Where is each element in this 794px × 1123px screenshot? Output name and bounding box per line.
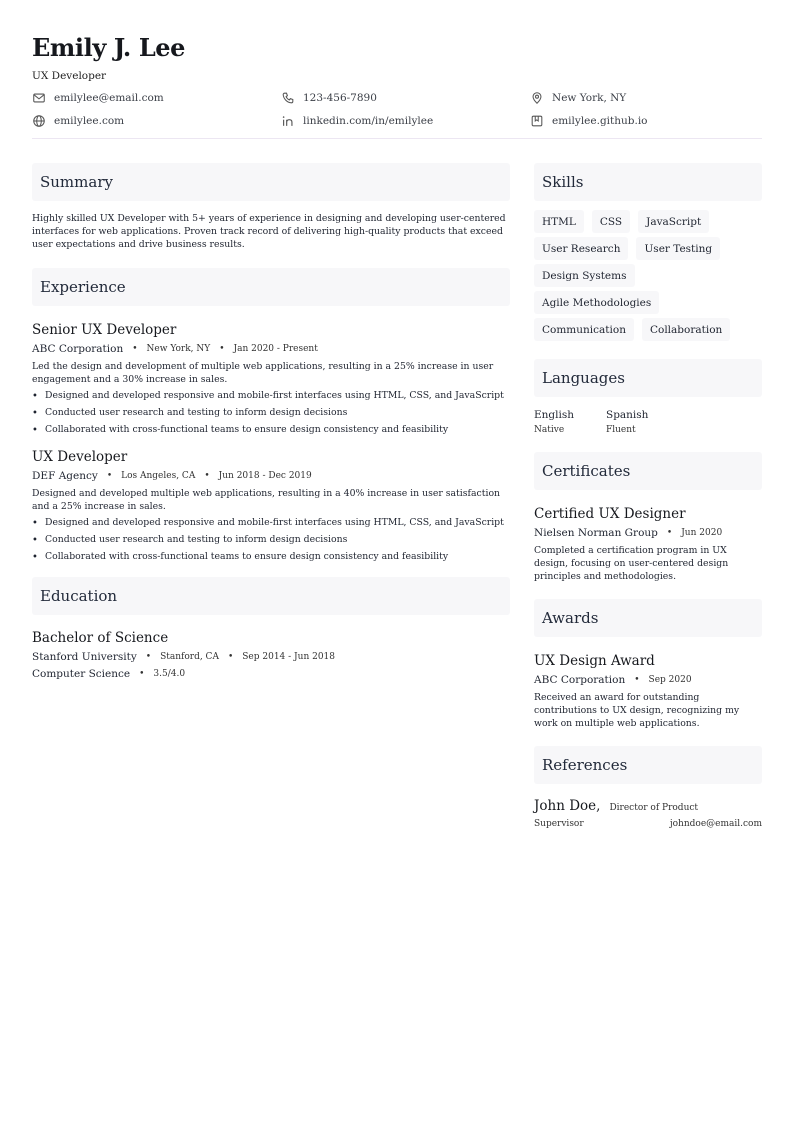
education-heading: Education xyxy=(32,577,510,615)
job-location: New York, NY xyxy=(146,344,211,354)
contact-list xyxy=(32,91,762,128)
job-bullet: • Conducted user research and testing to inform design decisions xyxy=(32,406,510,419)
skill-chip: Design Systems xyxy=(534,264,635,287)
language-name: Spanish xyxy=(606,409,649,421)
contact-website[interactable] xyxy=(32,114,281,128)
contact-email[interactable] xyxy=(32,91,281,105)
skill-chip: HTML xyxy=(534,210,584,233)
reference-name: John Doe, xyxy=(534,798,601,814)
job-bullet: • Designed and developed responsive and mobile-first interfaces using HTML, CSS, and JavaScript xyxy=(32,389,510,402)
experience-heading: Experience xyxy=(32,268,510,306)
job-bullet: • Conducted user research and testing to inform design decisions xyxy=(32,533,510,546)
language-level: Fluent xyxy=(606,425,636,435)
contact-location xyxy=(530,91,762,105)
award-date: Sep 2020 xyxy=(648,675,692,685)
job-title: Senior UX Developer xyxy=(32,322,177,338)
contact-website-text[interactable]: emilylee.com xyxy=(54,115,125,127)
languages-list xyxy=(534,408,762,435)
contact-portfolio[interactable] xyxy=(530,114,762,128)
job-dates: Jun 2018 - Dec 2019 xyxy=(218,471,312,481)
contact-phone[interactable] xyxy=(281,91,530,105)
skill-chip: JavaScript xyxy=(638,210,709,233)
education-meta xyxy=(32,651,510,663)
separator-dot: • xyxy=(666,528,673,538)
separator-dot: • xyxy=(139,669,145,679)
job-location: Los Angeles, CA xyxy=(121,471,196,481)
school-name: Stanford University xyxy=(32,651,137,663)
separator-dot: • xyxy=(634,675,640,685)
award-entry xyxy=(534,653,762,730)
job-bullets xyxy=(32,516,510,563)
separator-dot: • xyxy=(106,471,113,481)
skill-chip: User Testing xyxy=(636,237,720,260)
education-dates: Sep 2014 - Jun 2018 xyxy=(242,652,336,662)
certificate-issuer: Nielsen Norman Group xyxy=(534,527,658,539)
summary-text: Highly skilled UX Developer with 5+ years of experience in designing and developing user-centered interfaces for web applications. Proven track record of delivering high-quality products that exceed user expectations and drive business results. xyxy=(32,213,506,250)
phone-icon xyxy=(281,91,295,105)
job-bullets xyxy=(32,389,510,436)
field-of-study: Computer Science xyxy=(32,668,131,680)
separator-dot: • xyxy=(145,652,152,662)
reference-details xyxy=(534,819,762,829)
job-company: DEF Agency xyxy=(32,470,98,482)
job-entry xyxy=(32,322,510,436)
language-name: English xyxy=(534,409,575,421)
separator-dot: • xyxy=(204,471,210,481)
skill-chip: Communication xyxy=(534,318,634,341)
skills-list xyxy=(534,210,762,345)
contact-phone-text[interactable]: 123-456-7890 xyxy=(303,92,377,104)
job-description: Led the design and development of multiple web applications, resulting in a 25% increase in user engagement and a 30% increase in sales. xyxy=(32,361,494,385)
school-location: Stanford, CA xyxy=(160,652,219,662)
separator-dot: • xyxy=(227,652,234,662)
left-column xyxy=(32,163,510,829)
job-company: ABC Corporation xyxy=(32,343,124,355)
job-bullet: • Designed and developed responsive and mobile-first interfaces using HTML, CSS, and JavaScript xyxy=(32,516,510,529)
separator-dot: • xyxy=(132,344,138,354)
gpa: 3.5/4.0 xyxy=(153,669,186,679)
degree-title: Bachelor of Science xyxy=(32,630,169,646)
contact-linkedin[interactable] xyxy=(281,114,530,128)
candidate-role: UX Developer xyxy=(32,70,107,82)
header-divider xyxy=(32,138,762,139)
award-title: UX Design Award xyxy=(534,653,655,669)
bookmark-icon xyxy=(530,114,544,128)
reference-email[interactable]: johndoe@email.com xyxy=(669,819,762,829)
location-pin-icon xyxy=(530,91,544,105)
job-title: UX Developer xyxy=(32,449,128,465)
job-meta xyxy=(32,343,510,355)
language-level: Native xyxy=(534,425,565,435)
contact-linkedin-text[interactable]: linkedin.com/in/emilylee xyxy=(303,115,434,127)
certificate-date: Jun 2020 xyxy=(681,528,723,538)
job-bullet: • Collaborated with cross-functional teams to ensure design consistency and feasibility xyxy=(32,423,510,436)
certificates-heading: Certificates xyxy=(534,452,762,490)
education-entry xyxy=(32,630,510,680)
linkedin-icon xyxy=(281,114,295,128)
skill-chip: CSS xyxy=(592,210,630,233)
job-meta xyxy=(32,470,510,482)
contact-email-text[interactable]: emilylee@email.com xyxy=(54,92,164,104)
resume-page xyxy=(32,34,762,829)
separator-dot: • xyxy=(219,344,225,354)
certificate-title: Certified UX Designer xyxy=(534,506,686,522)
summary-heading: Summary xyxy=(32,163,510,201)
skill-chip: Agile Methodologies xyxy=(534,291,659,314)
language-item xyxy=(606,408,678,435)
reference-relation: Supervisor xyxy=(534,819,584,829)
job-bullet: • Collaborated with cross-functional teams to ensure design consistency and feasibility xyxy=(32,550,510,563)
award-description: Received an award for outstanding contributions to UX design, recognizing my work on multiple web applications. xyxy=(534,692,740,729)
language-item xyxy=(534,408,606,435)
awards-heading: Awards xyxy=(534,599,762,637)
references-heading: References xyxy=(534,746,762,784)
reference-position: Director of Product xyxy=(609,803,699,813)
skill-chip: Collaboration xyxy=(642,318,730,341)
contact-portfolio-text[interactable]: emilylee.github.io xyxy=(552,115,648,127)
job-entry xyxy=(32,449,510,563)
job-dates: Jan 2020 - Present xyxy=(233,344,318,354)
candidate-name: Emily J. Lee xyxy=(32,33,186,62)
right-column xyxy=(534,163,762,829)
resume-body xyxy=(32,163,762,829)
skills-heading: Skills xyxy=(534,163,762,201)
globe-icon xyxy=(32,114,46,128)
certificate-meta xyxy=(534,527,762,539)
certificate-entry xyxy=(534,506,762,583)
reference-entry xyxy=(534,798,762,814)
mail-icon xyxy=(32,91,46,105)
job-description: Designed and developed multiple web applications, resulting in a 40% increase in user satisfaction and a 25% increase in sales. xyxy=(32,488,501,512)
contact-location-text: New York, NY xyxy=(552,92,627,104)
award-meta xyxy=(534,674,762,686)
skill-chip: User Research xyxy=(534,237,628,260)
award-issuer: ABC Corporation xyxy=(534,674,626,686)
certificate-description: Completed a certification program in UX design, focusing on user-centered design principles and methodologies. xyxy=(534,545,729,582)
education-field-meta xyxy=(32,668,510,680)
languages-heading: Languages xyxy=(534,359,762,397)
